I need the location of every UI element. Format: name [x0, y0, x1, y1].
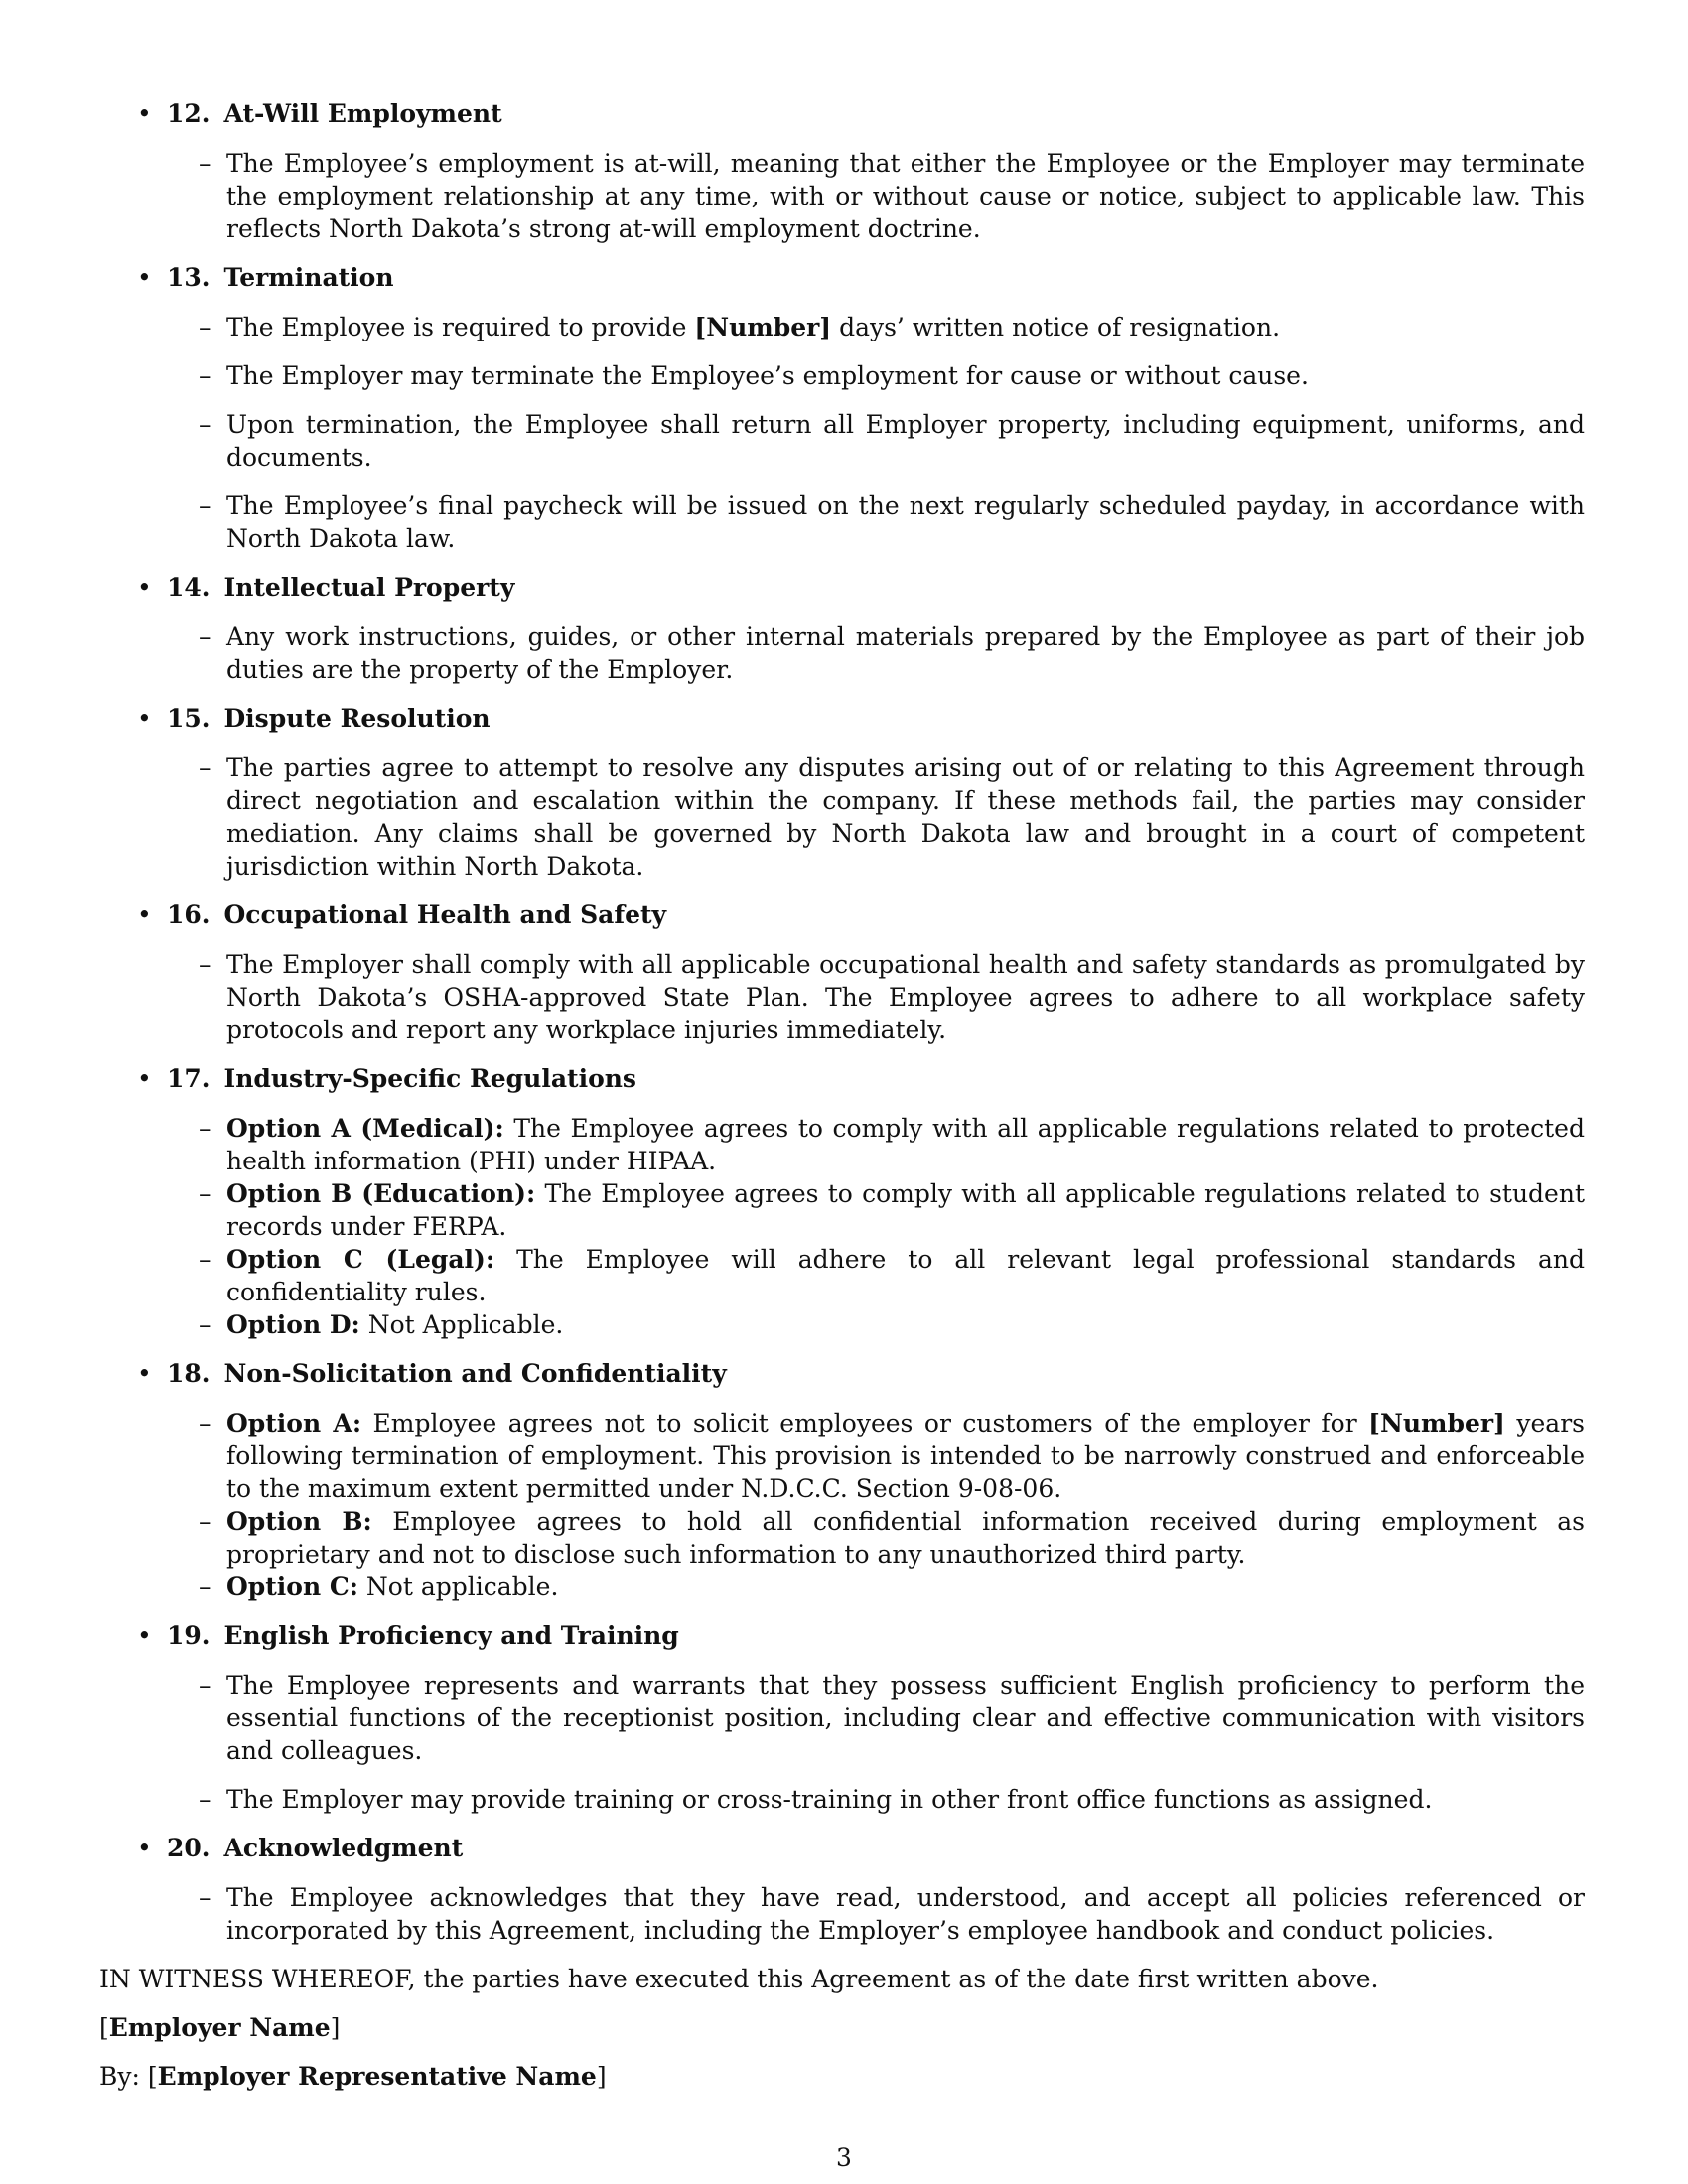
dash-icon: –: [199, 1507, 211, 1536]
dash-icon: –: [199, 149, 211, 178]
section-heading: [99, 898, 1585, 931]
section-number: 20.: [167, 1834, 211, 1862]
witness-clause: IN WITNESS WHEREOF, the parties have executed this Agreement as of the date first written above.: [99, 1965, 1379, 1993]
list-item: [99, 1783, 1585, 1816]
item-text: The Employee’s employment is at-will, meaning that either the Employee or the Employer may terminate the employment relationship at any time, with or without cause or notice, subject to applicable law. This reflects North Dakota’s strong at-will employment doctrine.: [226, 149, 1585, 243]
section-heading: [99, 571, 1585, 604]
item-text: The Employee represents and warrants that they possess sufficient English proficiency to perform the essential functions of the receptionist position, including clear and effective communication with visitors and colleagues.: [226, 1671, 1585, 1765]
dash-icon: –: [199, 410, 211, 439]
list-item: [99, 948, 1585, 1046]
item-text: years following termination of employment. This provision is intended to be narrowly construed and enforceable to the maximum extent permitted under N.D.C.C. Section 9-08-06.: [226, 1409, 1585, 1503]
section-title: Acknowledgment: [223, 1834, 464, 1862]
section-heading: [99, 1832, 1585, 1864]
employer-name-placeholder: Employer Name: [108, 2013, 331, 2042]
employer-name-line: [99, 2011, 1585, 2044]
option-label: Option B:: [226, 1507, 372, 1536]
bullet-icon: •: [137, 263, 152, 292]
list-item: [99, 1881, 1585, 1947]
signature-block: [99, 1963, 1585, 2093]
section-heading: [99, 1062, 1585, 1095]
section-heading: [99, 261, 1585, 294]
list-item: [99, 1112, 1585, 1177]
dash-icon: –: [199, 753, 211, 782]
item-text: The Employer may provide training or cross-training in other front office functions as assigned.: [226, 1785, 1433, 1814]
dash-icon: –: [199, 1883, 211, 1912]
dash-icon: –: [199, 1785, 211, 1814]
option-label: Option C:: [226, 1572, 358, 1601]
list-item: [99, 1669, 1585, 1767]
list-item: [99, 1505, 1585, 1570]
section-13: [99, 261, 1585, 555]
section-heading: [99, 702, 1585, 735]
bracket: [: [99, 2013, 109, 2042]
dash-icon: –: [199, 1572, 211, 1601]
representative-name-placeholder: Employer Representative Name: [157, 2062, 597, 2091]
list-item: [99, 489, 1585, 555]
list-item: [99, 1407, 1585, 1505]
item-text: The Employee acknowledges that they have read, understood, and accept all policies referenced or incorporated by this Agreement, including the Employer’s employee handbook and conduct policies.: [226, 1883, 1585, 1945]
bullet-icon: •: [137, 99, 152, 128]
dash-icon: –: [199, 491, 211, 520]
section-title: Non-Solicitation and Confidentiality: [223, 1359, 727, 1388]
section-title: Occupational Health and Safety: [223, 900, 667, 929]
bullet-icon: •: [137, 900, 152, 929]
item-text: The Employer may terminate the Employee’s employment for cause or without cause.: [226, 361, 1309, 390]
dash-icon: –: [199, 1671, 211, 1700]
section-number: 13.: [167, 263, 211, 292]
item-text: Not applicable.: [357, 1572, 559, 1601]
bullet-icon: •: [137, 573, 152, 602]
section-number: 16.: [167, 900, 211, 929]
dash-icon: –: [199, 1245, 211, 1274]
option-label: Option B (Education):: [226, 1179, 536, 1208]
placeholder-number: [Number]: [1368, 1409, 1505, 1437]
bullet-icon: •: [137, 1621, 152, 1650]
bracket: [: [147, 2062, 158, 2091]
item-text: The Employee will adhere to all relevant legal professional standards and confidentiality rules.: [226, 1245, 1585, 1306]
section-19: [99, 1619, 1585, 1816]
list-item: [99, 1177, 1585, 1243]
dash-icon: –: [199, 361, 211, 390]
section-number: 14.: [167, 573, 211, 602]
item-text: Employee agrees not to solicit employees or customers of the employer for: [361, 1409, 1369, 1437]
list-item: [99, 751, 1585, 883]
item-text: The Employee is required to provide: [226, 313, 695, 341]
section-heading: [99, 1357, 1585, 1390]
dash-icon: –: [199, 1409, 211, 1437]
dash-icon: –: [199, 1114, 211, 1143]
section-17: [99, 1062, 1585, 1341]
list-item: [99, 1243, 1585, 1308]
section-number: 15.: [167, 704, 211, 733]
list-item: [99, 1570, 1585, 1603]
item-text: The parties agree to attempt to resolve any disputes arising out of or relating to this Agreement through direct negotiation and escalation within the company. If these methods fail, the parties may consider mediation. Any claims shall be governed by North Dakota law and brought in a court of competent jurisdiction within North Dakota.: [226, 753, 1585, 881]
section-title: At-Will Employment: [223, 99, 502, 128]
item-text: The Employee’s final paycheck will be issued on the next regularly scheduled payday, in accordance with North Dakota law.: [226, 491, 1585, 553]
section-heading: [99, 97, 1585, 130]
dash-icon: –: [199, 1310, 211, 1339]
section-12: [99, 97, 1585, 245]
bracket: ]: [596, 2062, 607, 2091]
bullet-icon: •: [137, 704, 152, 733]
list-item: [99, 620, 1585, 686]
representative-line: [99, 2060, 1585, 2093]
dash-icon: –: [199, 622, 211, 651]
list-item: [99, 1308, 1585, 1341]
list-item: [99, 311, 1585, 343]
item-text: The Employee agrees to comply with all applicable regulations related to protected health information (PHI) under HIPAA.: [226, 1114, 1585, 1175]
option-label: Option C (Legal):: [226, 1245, 495, 1274]
bullet-icon: •: [137, 1064, 152, 1093]
list-item: [99, 408, 1585, 474]
dash-icon: –: [199, 950, 211, 979]
section-number: 12.: [167, 99, 211, 128]
by-label: By:: [99, 2062, 148, 2091]
item-text: Upon termination, the Employee shall return all Employer property, including equipment, uniforms, and documents.: [226, 410, 1585, 472]
item-text: Employee agrees to hold all confidential information received during employment as proprietary and not to disclose such information to any unauthorized third party.: [226, 1507, 1585, 1569]
option-label: Option D:: [226, 1310, 360, 1339]
section-14: [99, 571, 1585, 686]
list-item: [99, 147, 1585, 245]
bracket: ]: [330, 2013, 341, 2042]
section-title: English Proficiency and Training: [223, 1621, 679, 1650]
section-18: [99, 1357, 1585, 1603]
section-number: 17.: [167, 1064, 211, 1093]
bullet-icon: •: [137, 1359, 152, 1388]
option-label: Option A:: [226, 1409, 362, 1437]
section-16: [99, 898, 1585, 1046]
section-title: Industry-Specific Regulations: [223, 1064, 636, 1093]
document-page: [99, 97, 1585, 2109]
dash-icon: –: [199, 1179, 211, 1208]
dash-icon: –: [199, 313, 211, 341]
section-title: Intellectual Property: [223, 573, 515, 602]
option-label: Option A (Medical):: [226, 1114, 504, 1143]
bullet-icon: •: [137, 1834, 152, 1862]
item-text: Not Applicable.: [359, 1310, 564, 1339]
list-item: [99, 359, 1585, 392]
page-number: 3: [836, 2143, 852, 2172]
section-title: Termination: [223, 263, 394, 292]
section-number: 18.: [167, 1359, 211, 1388]
item-text: The Employer shall comply with all applicable occupational health and safety standards as promulgated by North Dakota’s OSHA-approved State Plan. The Employee agrees to adhere to all workplace safety protocols and report any workplace injuries immediately.: [226, 950, 1585, 1044]
section-heading: [99, 1619, 1585, 1652]
section-number: 19.: [167, 1621, 211, 1650]
section-20: [99, 1832, 1585, 1947]
item-text: The Employee agrees to comply with all applicable regulations related to student records under FERPA.: [226, 1179, 1585, 1241]
placeholder-number: [Number]: [694, 313, 832, 341]
section-title: Dispute Resolution: [223, 704, 491, 733]
section-15: [99, 702, 1585, 883]
item-text: days’ written notice of resignation.: [831, 313, 1281, 341]
item-text: Any work instructions, guides, or other internal materials prepared by the Employee as part of their job duties are the property of the Employer.: [226, 622, 1585, 684]
